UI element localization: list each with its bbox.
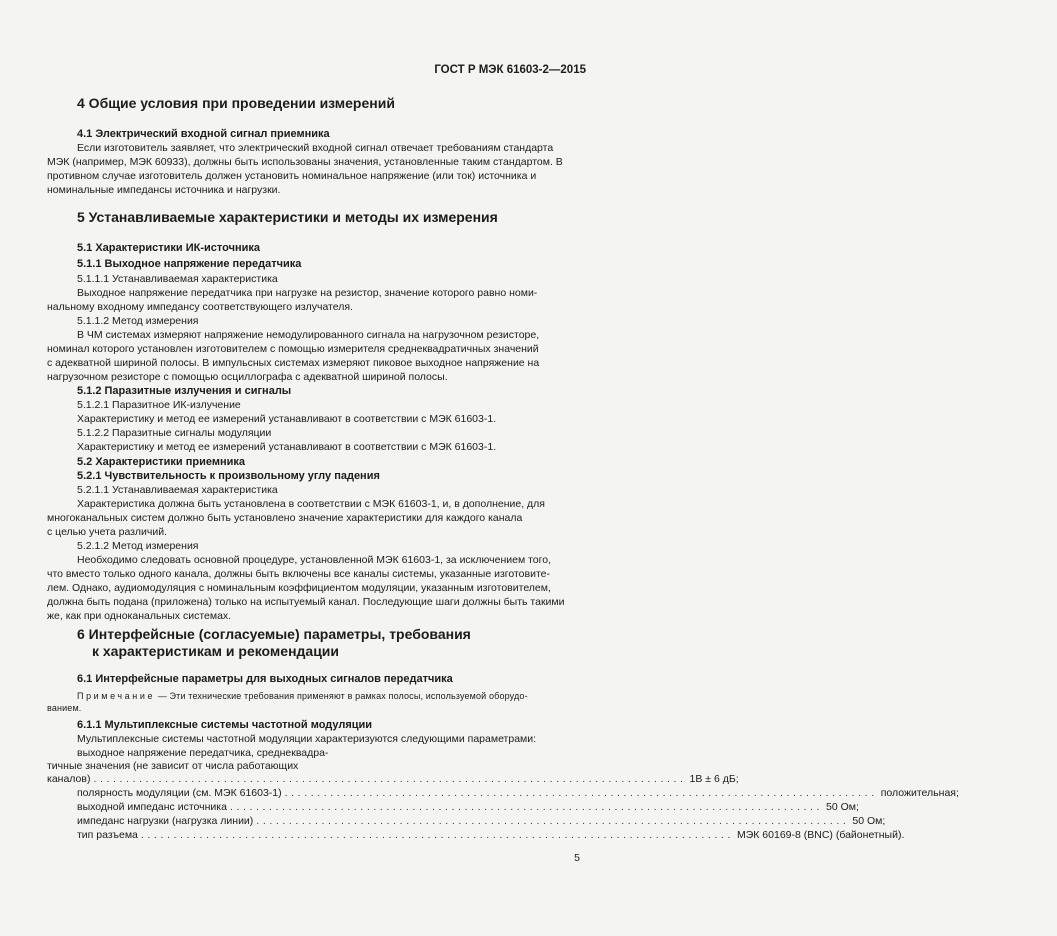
section-5-1-2-heading: 5.1.2 Паразитные излучения и сигналы [77,385,292,397]
parameter-label: выходное напряжение передатчика, среднеквадра- [77,747,329,759]
paragraph-line: нагрузочном резисторе с помощью осциллографа с адекватной шириной полосы. [47,371,448,383]
section-5-2-heading: 5.2 Характеристики приемника [77,456,245,468]
section-6-1-heading: 6.1 Интерфейсные параметры для выходных сигналов передатчика [77,673,453,685]
parameter-row [47,815,886,827]
section-5-1-2-2-heading: 5.1.2.2 Паразитные сигналы модуляции [77,427,272,439]
paragraph-line: с адекватной шириной полосы. В импульсных системах измеряют пиковое выходное напряжение на [47,357,540,369]
parameter-value: МЭК 60169-8 (BNC) (байонетный). [736,829,905,841]
section-5-1-1-1-heading: 5.1.1.1 Устанавливаемая характеристика [77,273,278,285]
parameter-label: полярность модуляции (см. МЭК 61603-1) [77,787,282,799]
paragraph-line: В ЧМ системах измеряют напряжение немодулированного сигнала на нагрузочном резисторе, [77,329,540,341]
leader-dots: ........................................................................................... [229,801,824,813]
note-text: — Эти технические требования применяют в рамках полосы, используемой оборудо- [157,691,528,701]
parameter-label: тип разъема [77,829,138,841]
section-4-1-line: Если изготовитель заявляет, что электрический входной сигнал отвечает требованиям стандарта [77,142,554,154]
paragraph-line: Необходимо следовать основной процедуре, установленной МЭК 61603-1, за исключением того, [77,554,551,566]
parameter-row [47,773,739,785]
section-5-2-1-2-heading: 5.2.1.2 Метод измерения [77,540,199,552]
parameter-label: импеданс нагрузки (нагрузка линии) [77,815,254,827]
leader-dots: ........................................................................................... [93,773,687,785]
section-4-1-line: МЭК (например, МЭК 60933), должны быть использованы значения, установленные таким стандартом. В [47,156,563,168]
parameter-row [47,787,959,799]
section-5-2-1-1-heading: 5.2.1.1 Устанавливаемая характеристика [77,484,278,496]
section-6-heading: 6 Интерфейсные (согласуемые) параметры, требования [77,626,471,642]
paragraph-line: же, как при одноканальных системах. [47,610,232,622]
parameter-value: 50 Ом; [826,801,859,813]
parameter-value: 50 Ом; [852,815,886,827]
document-header: ГОСТ Р МЭК 61603-2—2015 [434,64,586,76]
paragraph-line: что вместо только одного канала, должны быть включены все каналы системы, указанные изготовите- [47,568,550,580]
parameter-value: положительная; [880,787,959,799]
paragraph-line: Характеристика должна быть установлена в соответствии с МЭК 61603-1, и, в дополнение, для [77,498,545,510]
section-5-1-1-heading: 5.1.1 Выходное напряжение передатчика [77,258,302,270]
page-number: 5 [574,852,580,864]
section-4-1-line: номинальные импедансы источника и нагрузки. [47,184,281,196]
paragraph-line: Характеристику и метод ее измерений устанавливают в соответствии с МЭК 61603-1. [77,413,497,425]
note-line [77,691,528,701]
section-5-heading: 5 Устанавливаемые характеристики и методы их измерения [77,209,498,225]
paragraph-line: многоканальных систем должно быть установлено значение характеристики для каждого канала [47,512,523,524]
parameter-label: каналов) [47,773,91,785]
paragraph-line: номинал которого установлен изготовителем с помощью измерителя среднеквадратичных значений [47,343,539,355]
note-label: Примечание [77,691,156,701]
parameter-row [47,801,859,813]
paragraph-line: лем. Однако, аудиомодуляция с номинальным коэффициентом модуляции, указанным изготовителем, [47,582,551,594]
paragraph-line: Мультиплексные системы частотной модуляции характеризуются следующими параметрами: [77,733,537,745]
parameter-value: 1В ± 6 дБ; [689,773,739,785]
leader-dots: ........................................................................................... [140,829,734,841]
section-6-heading-continued: к характеристикам и рекомендации [92,643,340,659]
section-5-1-heading: 5.1 Характеристики ИК-источника [77,242,260,254]
paragraph-line: Выходное напряжение передатчика при нагрузке на резистор, значение которого равно номи- [77,287,538,299]
leader-dots: ........................................................................................... [256,815,850,827]
section-6-1-1-heading: 6.1.1 Мультиплексные системы частотной модуляции [77,719,373,731]
parameter-row [47,829,905,841]
note-line: ванием. [47,703,82,713]
parameter-label: выходной импеданс источника [77,801,227,813]
section-4-1-line: противном случае изготовитель должен установить номинальное напряжение (или ток) источника и [47,170,537,182]
section-4-heading: 4 Общие условия при проведении измерений [77,95,395,111]
section-5-1-1-2-heading: 5.1.1.2 Метод измерения [77,315,199,327]
parameter-label: тичные значения (не зависит от числа работающих [47,760,299,772]
section-4-1-heading: 4.1 Электрический входной сигнал приемника [77,128,330,140]
paragraph-line: нальному входному импедансу соответствующего излучателя. [47,301,353,313]
paragraph-line: с целью учета различий. [47,526,167,538]
section-5-2-1-heading: 5.2.1 Чувствительность к произвольному углу падения [77,470,380,482]
paragraph-line: должна быть подана (приложена) только на испытуемый канал. Последующие шаги должны быть такими [47,596,565,608]
leader-dots: ........................................................................................... [284,787,878,799]
paragraph-line: Характеристику и метод ее измерений устанавливают в соответствии с МЭК 61603-1. [77,441,497,453]
section-5-1-2-1-heading: 5.1.2.1 Паразитное ИК-излучение [77,399,241,411]
